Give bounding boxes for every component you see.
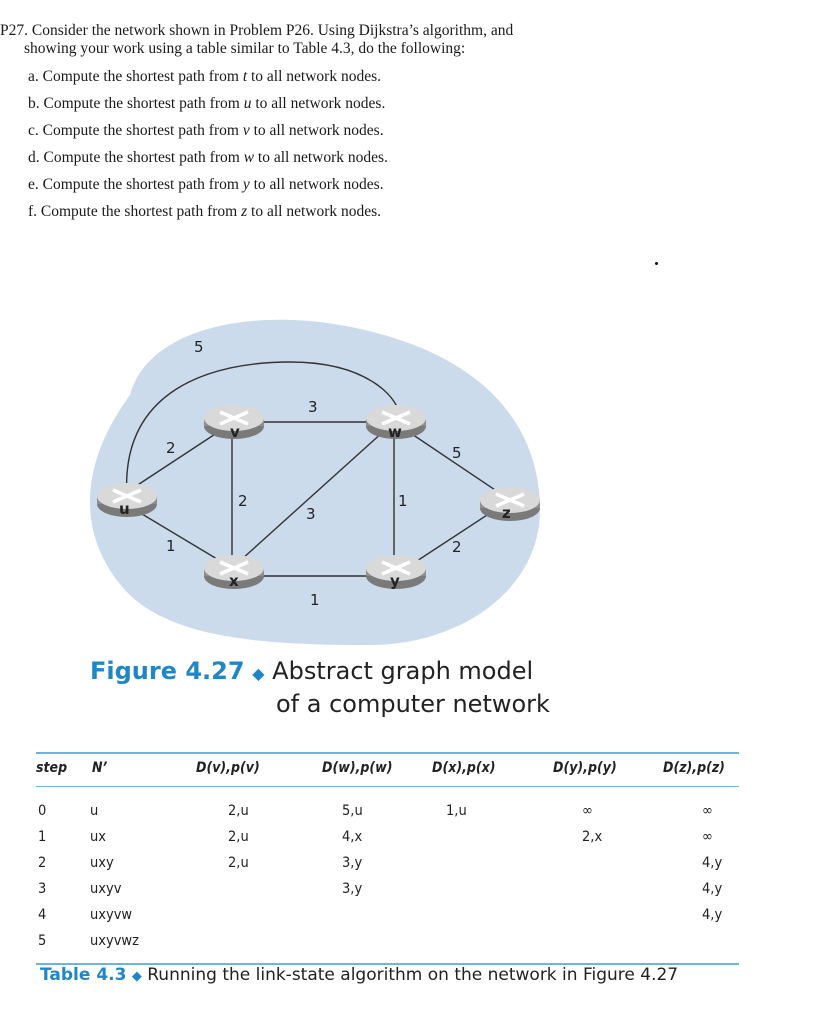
figure-caption-line-1: Abstract graph model — [272, 657, 534, 685]
table-caption-text: Running the link-state algorithm on the network in Figure 4.27 — [147, 965, 679, 985]
stray-dot — [655, 262, 658, 265]
task-text: f. Compute the shortest path from — [28, 203, 242, 220]
header-step: step — [36, 760, 68, 776]
table-cell-v: 2,u — [228, 829, 249, 845]
edge-label-w-z: 5 — [452, 444, 462, 462]
table-cell-z: ∞ — [702, 803, 713, 819]
header-dx: D(x),p(x) — [432, 760, 496, 776]
table-row — [36, 803, 739, 823]
network-figure — [70, 300, 590, 660]
table-cell-w: 3,y — [342, 855, 363, 871]
table-row — [36, 855, 739, 875]
table-cell-z: 4,y — [702, 907, 723, 923]
node-label-v: v — [230, 423, 240, 441]
table-top-rule — [36, 752, 739, 754]
table-cell-x: 1,u — [446, 803, 467, 819]
figure-caption — [90, 656, 610, 719]
task-text: e. Compute the shortest path from — [28, 176, 243, 193]
header-n-prime: N’ — [92, 760, 108, 776]
node-label-y: y — [390, 572, 400, 590]
node-label-w: w — [388, 423, 402, 441]
network-graph — [70, 300, 590, 660]
edge-label-x-y: 1 — [310, 591, 320, 609]
table-row — [36, 881, 739, 901]
task-node-variable: t — [242, 68, 248, 85]
table-cell-n: uxy — [90, 855, 114, 871]
edge-label-u-v: 2 — [166, 439, 176, 457]
table-caption-number: Table 4.3 — [40, 965, 127, 985]
table-cell-step: 3 — [38, 881, 47, 897]
task-text: c. Compute the shortest path from — [28, 122, 243, 139]
task-text: to all network nodes. — [254, 149, 388, 166]
table-cell-y: 2,x — [582, 829, 603, 845]
task-node-variable: y — [242, 176, 250, 193]
table-cell-step: 0 — [38, 803, 47, 819]
table-cell-v: 2,u — [228, 855, 249, 871]
header-dy: D(y),p(y) — [553, 760, 617, 776]
link-state-table — [36, 752, 739, 965]
task-text: to all network nodes. — [249, 176, 384, 193]
table-cell-v: 2,u — [228, 803, 249, 819]
problem-line-1: P27. Consider the network shown in Problem P26. Using Dijkstra’s algorithm, and — [0, 22, 514, 39]
task-node-variable: u — [243, 95, 252, 112]
edge-label-v-x: 2 — [238, 492, 248, 510]
table-row — [36, 829, 739, 849]
table-cell-y: ∞ — [582, 803, 593, 819]
node-label-u: u — [119, 500, 130, 518]
edge-label-v-w: 3 — [308, 398, 318, 416]
table-row — [36, 907, 739, 927]
table-caption — [40, 965, 678, 985]
task-list — [0, 68, 820, 221]
table-cell-w: 5,u — [342, 803, 363, 819]
edge-label-x-w: 3 — [306, 505, 316, 523]
header-dw: D(w),p(w) — [322, 760, 393, 776]
task-line — [0, 149, 820, 167]
figure-caption-line-2: of a computer network — [276, 690, 550, 718]
problem-statement — [0, 22, 820, 230]
table-cell-n: uxyv — [90, 881, 122, 897]
edge-label-y-z: 2 — [452, 538, 462, 556]
table-cell-z: 4,y — [702, 881, 723, 897]
table-cell-step: 5 — [38, 933, 47, 949]
edge-label-w-y: 1 — [398, 492, 408, 510]
task-line — [0, 95, 820, 113]
table-row — [36, 933, 739, 953]
table-cell-w: 3,y — [342, 881, 363, 897]
task-line — [0, 176, 820, 194]
task-line — [0, 122, 820, 140]
edge-label-u-w: 5 — [194, 338, 204, 356]
header-dv: D(v),p(v) — [196, 760, 260, 776]
task-text: b. Compute the shortest path from — [28, 95, 244, 112]
figure-caption-number: Figure 4.27 — [90, 657, 245, 685]
task-node-variable: z — [241, 203, 248, 220]
header-dz: D(z),p(z) — [663, 760, 725, 776]
task-text: to all network nodes. — [247, 68, 382, 85]
node-label-x: x — [229, 572, 239, 590]
table-cell-step: 1 — [38, 829, 47, 845]
task-text: a. Compute the shortest path from — [28, 68, 243, 85]
table-cell-w: 4,x — [342, 829, 363, 845]
figure-caption-separator-icon: ◆ — [252, 664, 265, 683]
task-text: to all network nodes. — [249, 122, 384, 139]
table-caption-separator-icon: ◆ — [131, 969, 142, 984]
task-text: d. Compute the shortest path from — [28, 149, 244, 166]
table-cell-n: u — [90, 803, 99, 819]
table-cell-step: 2 — [38, 855, 47, 871]
task-text: to all network nodes. — [247, 203, 382, 220]
table-cell-step: 4 — [38, 907, 47, 923]
task-node-variable: v — [242, 122, 250, 139]
edge-label-u-x: 1 — [166, 537, 176, 555]
table-body — [36, 803, 739, 963]
node-label-z: z — [502, 504, 511, 522]
table-cell-n: uxyvw — [90, 907, 133, 923]
table-cell-z: 4,y — [702, 855, 723, 871]
task-text: to all network nodes. — [251, 95, 386, 112]
table-cell-n: uxyvwz — [90, 933, 139, 949]
table-header-row — [36, 760, 739, 780]
task-node-variable: w — [243, 149, 255, 166]
problem-line-2: showing your work using a table similar to Table 4.3, do the following: — [24, 40, 466, 57]
table-cell-z: ∞ — [702, 829, 713, 845]
table-cell-n: ux — [90, 829, 106, 845]
task-line — [0, 68, 820, 86]
table-header-rule — [36, 786, 739, 787]
task-line — [0, 203, 820, 221]
